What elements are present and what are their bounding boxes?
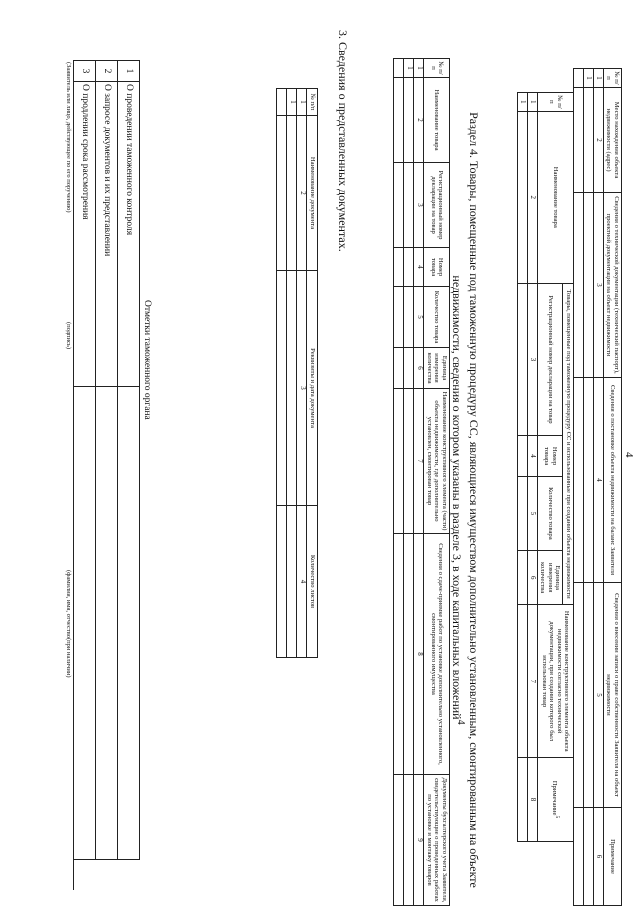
col-header-goods-name: Наименование товара: [537, 111, 573, 283]
col-number: 2: [297, 116, 307, 271]
table-row: [583, 69, 593, 906]
col-header-structural-element: Наименование конструктивного элемента объекта недвижимости согласно технической документации, при создании которого был использован товар: [537, 605, 573, 758]
col-header-goods-name: Наименование товара: [424, 78, 450, 163]
col-header-declaration: Регистрационный номер декларации на товар: [537, 283, 563, 436]
col-number: 4: [414, 248, 424, 287]
mark-num: 2: [96, 61, 118, 82]
col-header-location: Место нахождения объекта недвижимости (адрес): [603, 88, 621, 193]
section4-title: Раздел 4. Товары, помещенные под таможенную процедуру СС, являющиеся имуществом дополнительно установленным, смонтированным на объекте недвижимости, сведения о котором указаны в разделе 3, в ходе капитальных вложений$^4$: [450, 112, 481, 888]
col-number: 8: [414, 534, 424, 775]
table-cell: [583, 378, 593, 583]
col-header-unit: Единица измерения количества: [537, 550, 563, 605]
col-header-quantity: Количество товара: [424, 287, 450, 348]
signature-line-applicant: [73, 60, 74, 240]
table-header-row: [603, 69, 621, 906]
col-number: 7: [527, 605, 537, 758]
table-cell: 1: [404, 59, 414, 78]
table-cell: [583, 193, 593, 378]
col-number: 3: [593, 193, 603, 378]
col-header-goods-number: Номер товара: [537, 436, 563, 477]
col-header-note: Примечание$^5$: [537, 757, 573, 841]
col-number: 1: [414, 59, 424, 78]
section3-title: 3. Сведения о представленных документах.: [336, 30, 350, 252]
name-caption: (фамилия, имя, отчество(при наличии): [65, 570, 72, 678]
column-number-row: [297, 89, 307, 658]
column-number-row: [593, 69, 603, 906]
col-header-group-goods: Товары, помещенные под таможенную процедуру СС и использованные при создании объекта недвижимости: [563, 283, 574, 605]
table-header-row: [563, 93, 574, 842]
mark-value[interactable]: [96, 387, 118, 860]
mark-label: О продлении срока рассмотрения: [74, 82, 96, 387]
mark-label: О запросе документов и их представлении: [96, 82, 118, 387]
signature-caption: (подпись): [65, 322, 72, 349]
col-number: 7: [414, 389, 424, 534]
col-number: 2: [414, 78, 424, 163]
mark-value[interactable]: [118, 387, 140, 860]
col-number: 8: [527, 757, 537, 841]
table-cell: [583, 583, 593, 808]
page-number: 4: [623, 452, 635, 458]
col-header-balance: Сведения о постановке объекта недвижимости на баланс Заявителя: [603, 378, 621, 583]
col-header-doc-name: Наименование документа: [307, 116, 318, 271]
col-header-num: № п/п: [424, 59, 450, 78]
customs-marks-table: [73, 60, 140, 860]
table-cell: [583, 808, 593, 906]
col-header-accounting: Документы бухгалтерского учета Заявителя, свидетельствующие о проведенных работах по установке и монтажу товаров: [424, 775, 450, 906]
col-number: 3: [297, 271, 307, 506]
col-header-declaration: Регистрационный номер декларации на товар: [424, 163, 450, 248]
col-number: 6: [414, 348, 424, 389]
col-number: 4: [297, 506, 307, 658]
col-number: 6: [593, 808, 603, 906]
col-header-num: № п/п: [603, 69, 621, 88]
col-number: 1: [593, 69, 603, 88]
documents-table: [276, 88, 318, 658]
col-header-quantity: Количество товара: [537, 476, 563, 550]
signature-line-name: [73, 510, 74, 890]
col-header-sheet-count: Количество листов: [307, 506, 318, 658]
section4-table: [517, 92, 574, 842]
table-header-row: [307, 89, 318, 658]
col-number: 5: [414, 287, 424, 348]
col-header-goods-number: Номер товара: [424, 248, 450, 287]
installed-goods-table: [393, 58, 450, 906]
col-header-num: № п/п: [537, 93, 573, 112]
table-row: [96, 61, 118, 860]
col-number: 4: [527, 436, 537, 477]
mark-label: О проведении таможенного контроля: [118, 82, 140, 387]
col-number: 2: [593, 88, 603, 193]
table-cell: 1: [287, 89, 297, 116]
table-row: [517, 93, 527, 842]
col-number: 1: [527, 93, 537, 112]
col-header-num: № п/п: [307, 89, 318, 116]
col-header-ownership: Сведения о внесении записи о праве собственности Заявителя на объект недвижимости: [603, 583, 621, 808]
col-header-unit: Единица измерения количества: [424, 348, 450, 389]
column-number-row: [414, 59, 424, 906]
mark-num: 3: [74, 61, 96, 82]
col-number: 3: [414, 163, 424, 248]
table-row: [573, 69, 583, 906]
mark-value[interactable]: [74, 387, 96, 860]
col-header-acceptance: Сведения о сдаче-приемке работ по установке дополнительно установленного, смонтированного имущества: [424, 534, 450, 775]
objects-table: [573, 68, 622, 906]
col-number: 5: [593, 583, 603, 808]
customs-marks-title: Отметки таможенного органа: [142, 300, 152, 420]
col-header-note: Примечание: [603, 808, 621, 906]
column-number-row: [527, 93, 537, 842]
col-header-structural-part: Наименование конструктивного элемента (части) объекта недвижимости, где дополнительно установлен, смонтирован товар: [424, 389, 450, 534]
col-number: 3: [527, 283, 537, 436]
table-cell: 1: [583, 69, 593, 88]
table-cell: [583, 88, 593, 193]
mark-num: 1: [118, 61, 140, 82]
col-number: 4: [593, 378, 603, 583]
table-row: [404, 59, 414, 906]
table-row: [118, 61, 140, 860]
table-header-row: [424, 59, 450, 906]
col-number: 9: [414, 775, 424, 906]
table-row: [74, 61, 96, 860]
table-cell: 1: [517, 93, 527, 112]
signature-line-sign: [73, 280, 74, 410]
applicant-caption: (Заявитель или лицо, действующее по его поручению): [65, 62, 72, 213]
col-number: 2: [527, 111, 537, 283]
table-row: [277, 89, 287, 658]
table-row: [394, 59, 404, 906]
col-header-tech-docs: Сведения о технической документации (технический паспорт), проектной документации на объект недвижимости: [603, 193, 621, 378]
table-row: [287, 89, 297, 658]
col-header-doc-details: Реквизиты и дата документа: [307, 271, 318, 506]
col-number: 6: [527, 550, 537, 605]
col-number: 1: [297, 89, 307, 116]
col-number: 5: [527, 476, 537, 550]
